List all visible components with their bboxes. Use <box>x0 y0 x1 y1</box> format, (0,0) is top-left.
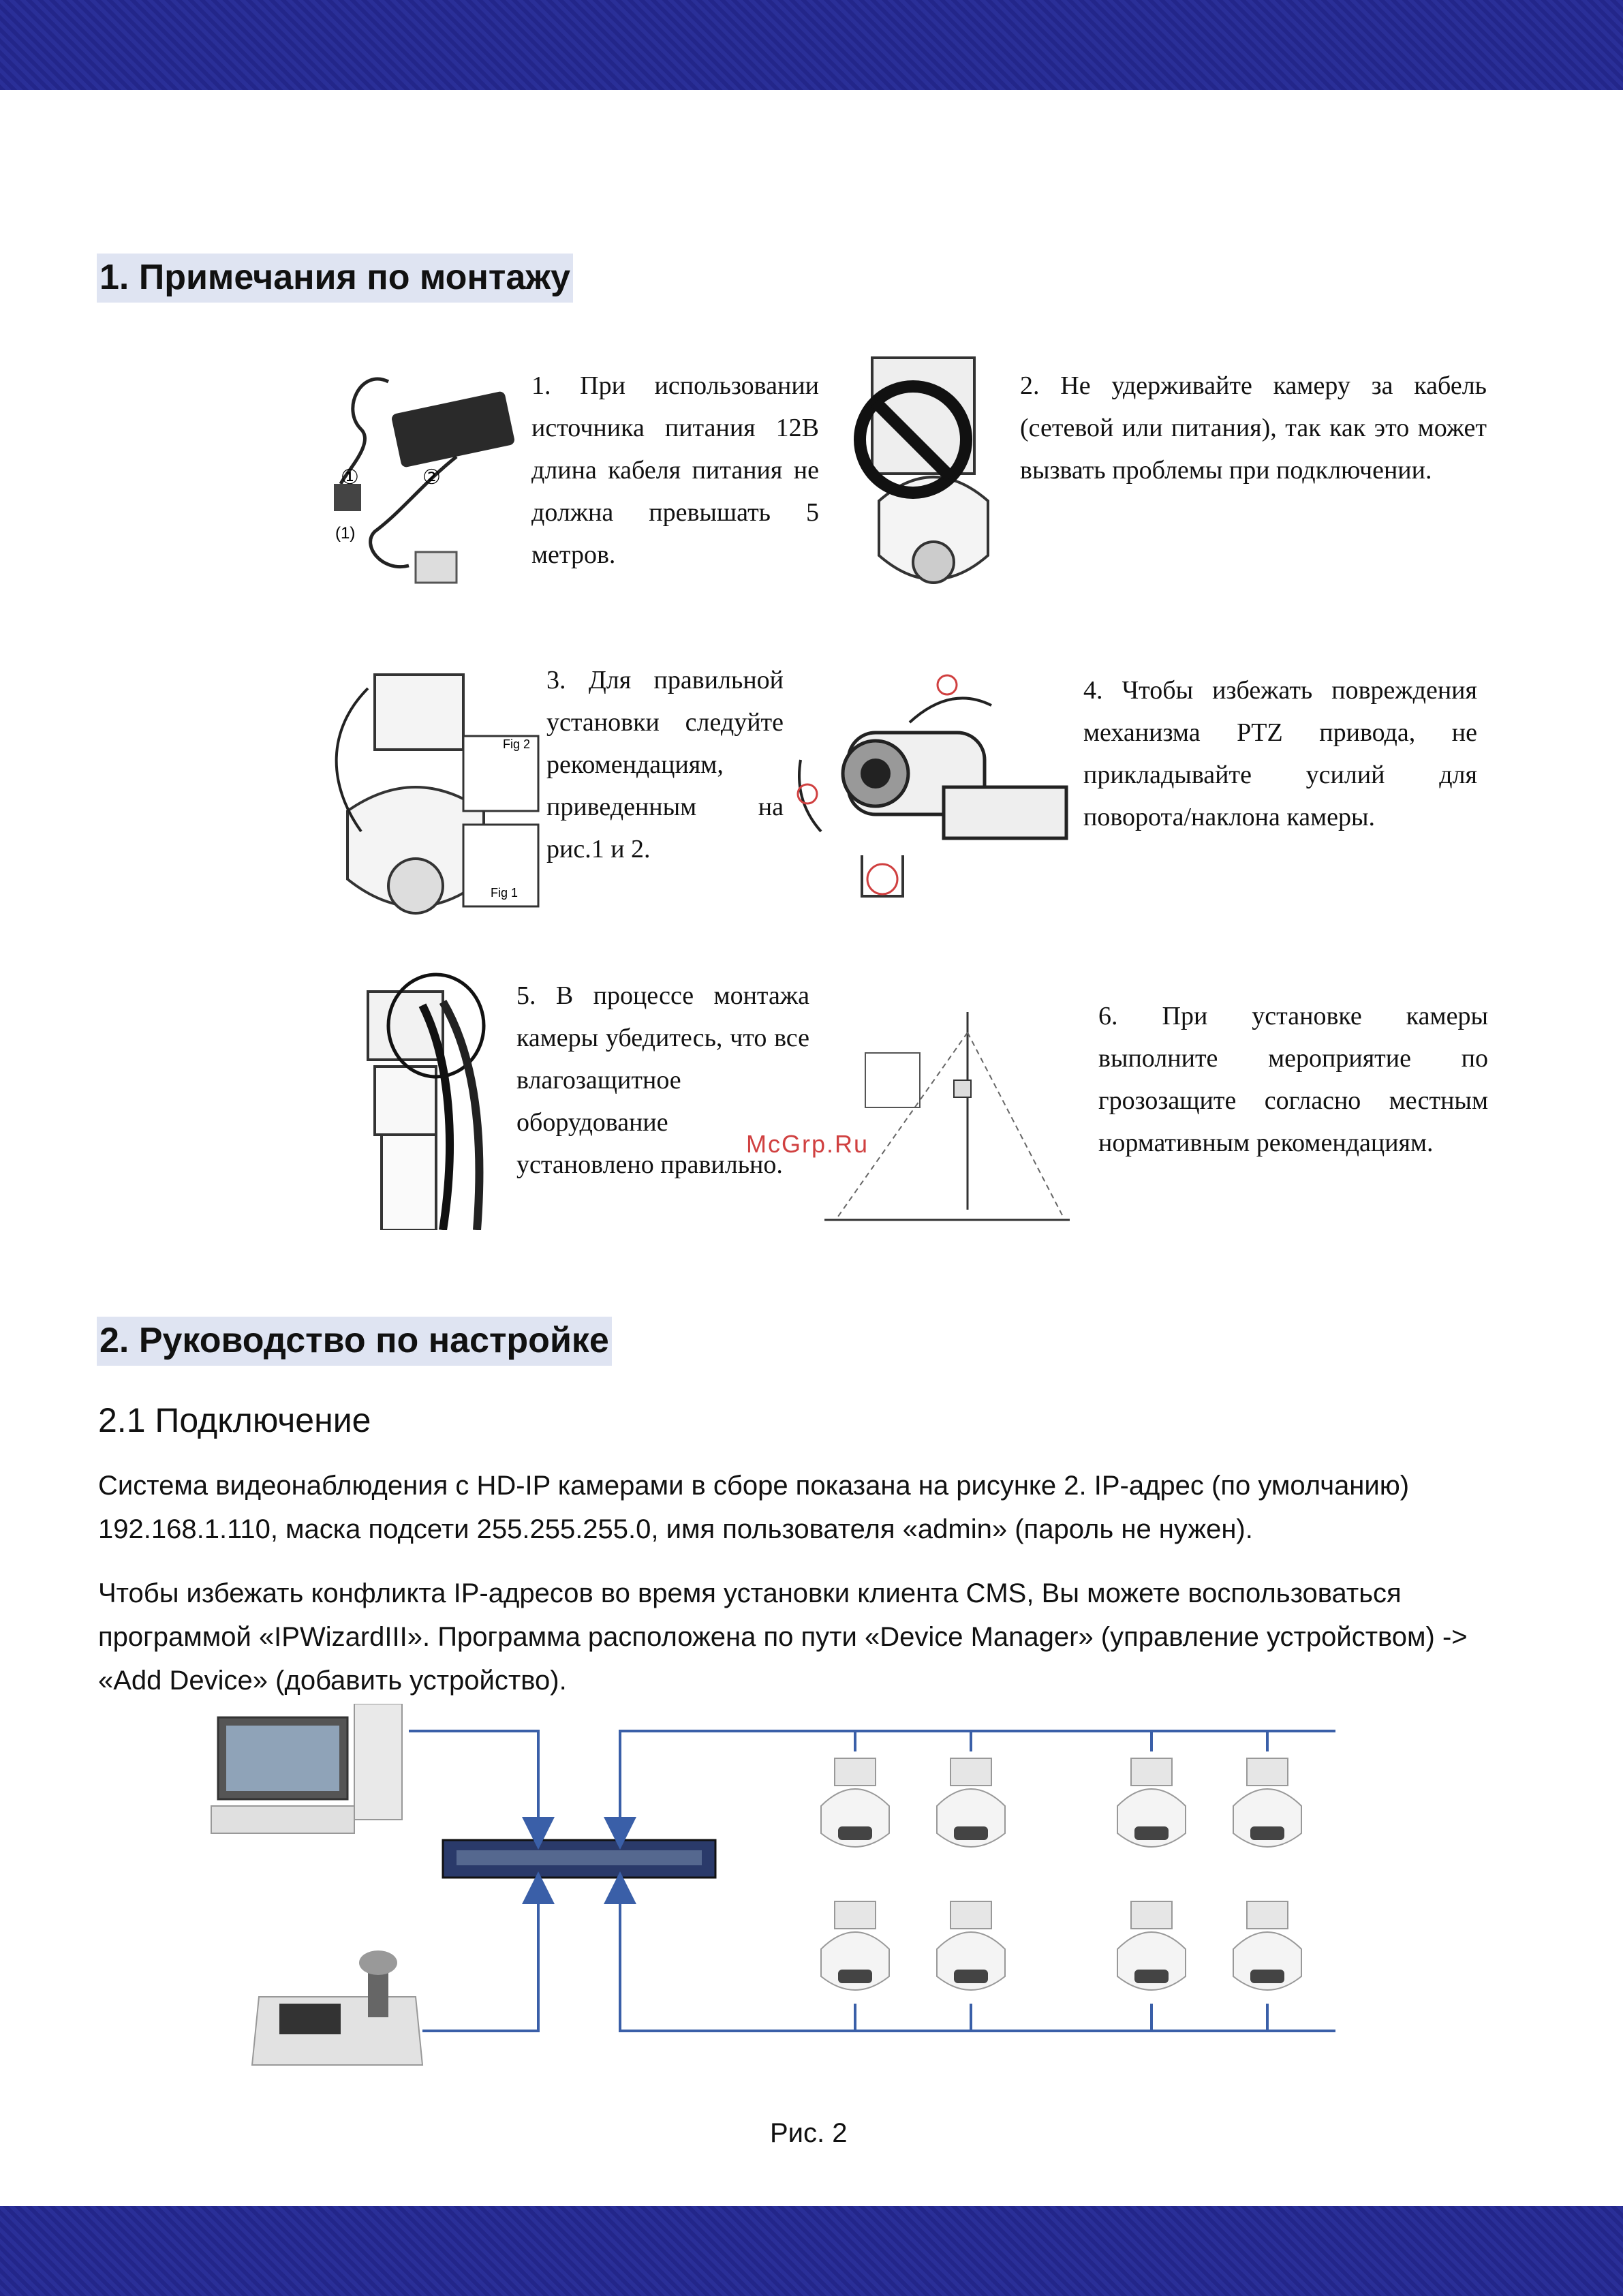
network-switch-icon <box>443 1840 715 1878</box>
note-1: 1. При использовании источника питания 12В длина кабеля питания не должна превышать 5 метров. <box>531 371 819 569</box>
figure-caption: Рис. 2 <box>770 2118 848 2148</box>
ptz-keyboard-icon <box>252 1950 422 2065</box>
power-adapter-icon <box>320 368 531 593</box>
note-2: 2. Не удерживайте камеру за кабель (сетевой или питания), так как это может вызвать проблемы при подключении. <box>1020 371 1487 485</box>
note-3: 3. Для правильной установки следуйте рекомендациям, приведенным на рис.1 и 2. <box>546 666 784 863</box>
label-2: ② <box>422 466 441 489</box>
waterproof-cable-icon <box>341 964 497 1230</box>
ip-camera-icon <box>1117 1901 1186 1990</box>
prohibited-camera-icon <box>852 351 1015 617</box>
ip-camera-icon <box>1233 1758 1301 1847</box>
ip-camera-icon <box>1233 1901 1301 1990</box>
note-5: 5. В процессе монтажа камеры убедитесь, что все влагозащитное оборудование установлено правильно. <box>516 981 809 1179</box>
header-band <box>0 0 1623 90</box>
note-6: 6. При установке камеры выполните мероприятие по грозозащите согласно местным нормативным рекомендациям. <box>1098 1002 1488 1157</box>
section1-heading: 1. Примечания по монтажу <box>97 254 573 303</box>
section2-subheading: 2.1 Подключение <box>98 1401 371 1439</box>
label-1: ① <box>341 466 359 489</box>
paragraph-1: Система видеонаблюдения с HD-IP камерами в сборе показана на рисунке 2. IP-адрес (по умолчанию) 192.168.1.110, маска подсети 255.255.255.0, имя пользователя «admin» (пароль не нужен). <box>98 1471 1410 1544</box>
label-1b: (1) <box>335 524 356 542</box>
ptz-rotation-icon <box>794 671 1080 923</box>
section2-heading: 2. Руководство по настройке <box>97 1317 612 1366</box>
ip-camera-icon <box>1117 1758 1186 1847</box>
fig2-label: Fig 2 <box>503 737 531 751</box>
paragraph-2: Чтобы избежать конфликта IP-адресов во время установки клиента CMS, Вы можете воспользоваться программой «IPWizardIII». Программа расположена по пути «Device Manager» (управление устройством) -> «Add Device» (добавить устройство). <box>98 1578 1468 1696</box>
ip-camera-icon <box>821 1901 889 1990</box>
camera-mounting-icon <box>320 661 545 954</box>
watermark: McGrp.Ru <box>746 1130 869 1158</box>
ip-camera-icon <box>821 1758 889 1847</box>
ip-camera-icon <box>937 1758 1005 1847</box>
note-4: 4. Чтобы избежать повреждения механизма PTZ привода, не прикладывайте усилий для поворота/наклона камеры. <box>1083 676 1477 831</box>
lightning-protection-icon <box>824 1005 1070 1234</box>
workstation-icon <box>211 1704 402 1833</box>
footer-band <box>0 2206 1623 2296</box>
fig1-label: Fig 1 <box>491 886 519 900</box>
network-diagram <box>198 1704 1335 2085</box>
ip-camera-icon <box>937 1901 1005 1990</box>
